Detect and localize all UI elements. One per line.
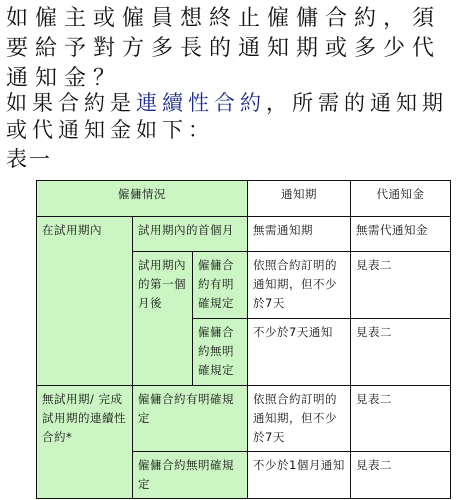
cell-probation-specified-notice: 依照合約訂明的通知期，但不少於7天	[248, 252, 351, 319]
intro-text-end: ，所需的通知期或代通知金如下：	[6, 91, 448, 142]
table-label: 表一	[6, 147, 52, 171]
header-situation: 僱傭情況	[37, 181, 248, 217]
row-label-no-probation-unspecified: 僱傭合約無明確規定	[133, 452, 248, 499]
cell-probation-unspecified-payment: 見表二	[351, 319, 451, 386]
notice-period-table	[36, 180, 451, 499]
row-label-first-month: 試用期內的首個月	[133, 217, 248, 252]
row-label-no-probation: 無試用期/ 完成試用期的連續性合約*	[37, 386, 133, 499]
cell-first-month-payment: 無需代通知金	[351, 217, 451, 252]
intro-paragraph	[6, 90, 468, 144]
intro-text-start: 如果合約是	[6, 91, 136, 115]
cell-first-month-notice: 無需通知期	[248, 217, 351, 252]
question-heading: 如僱主或僱員想終止僱傭合約，須要給予對方多長的通知期或多少代通知金？	[6, 6, 442, 91]
cell-no-probation-specified-payment: 見表二	[351, 386, 451, 452]
row-label-after-first-month: 試用期內的第一個月後	[133, 252, 193, 386]
cell-no-probation-unspecified-payment: 見表二	[351, 452, 451, 499]
row-label-probation-specified: 僱傭合約有明確規定	[193, 252, 248, 319]
continuous-contract-link[interactable]: 連續性合約	[136, 91, 266, 115]
header-payment: 代通知金	[351, 181, 451, 217]
header-notice: 通知期	[248, 181, 351, 217]
cell-probation-specified-payment: 見表二	[351, 252, 451, 319]
cell-no-probation-unspecified-notice: 不少於1個月通知	[248, 452, 351, 499]
row-label-probation: 在試用期內	[37, 217, 133, 386]
row-label-no-probation-specified: 僱傭合約有明確規定	[133, 386, 248, 452]
cell-probation-unspecified-notice: 不少於7天通知	[248, 319, 351, 386]
cell-no-probation-specified-notice: 依照合約訂明的通知期，但不少於7天	[248, 386, 351, 452]
row-label-probation-unspecified: 僱傭合約無明確規定	[193, 319, 248, 386]
